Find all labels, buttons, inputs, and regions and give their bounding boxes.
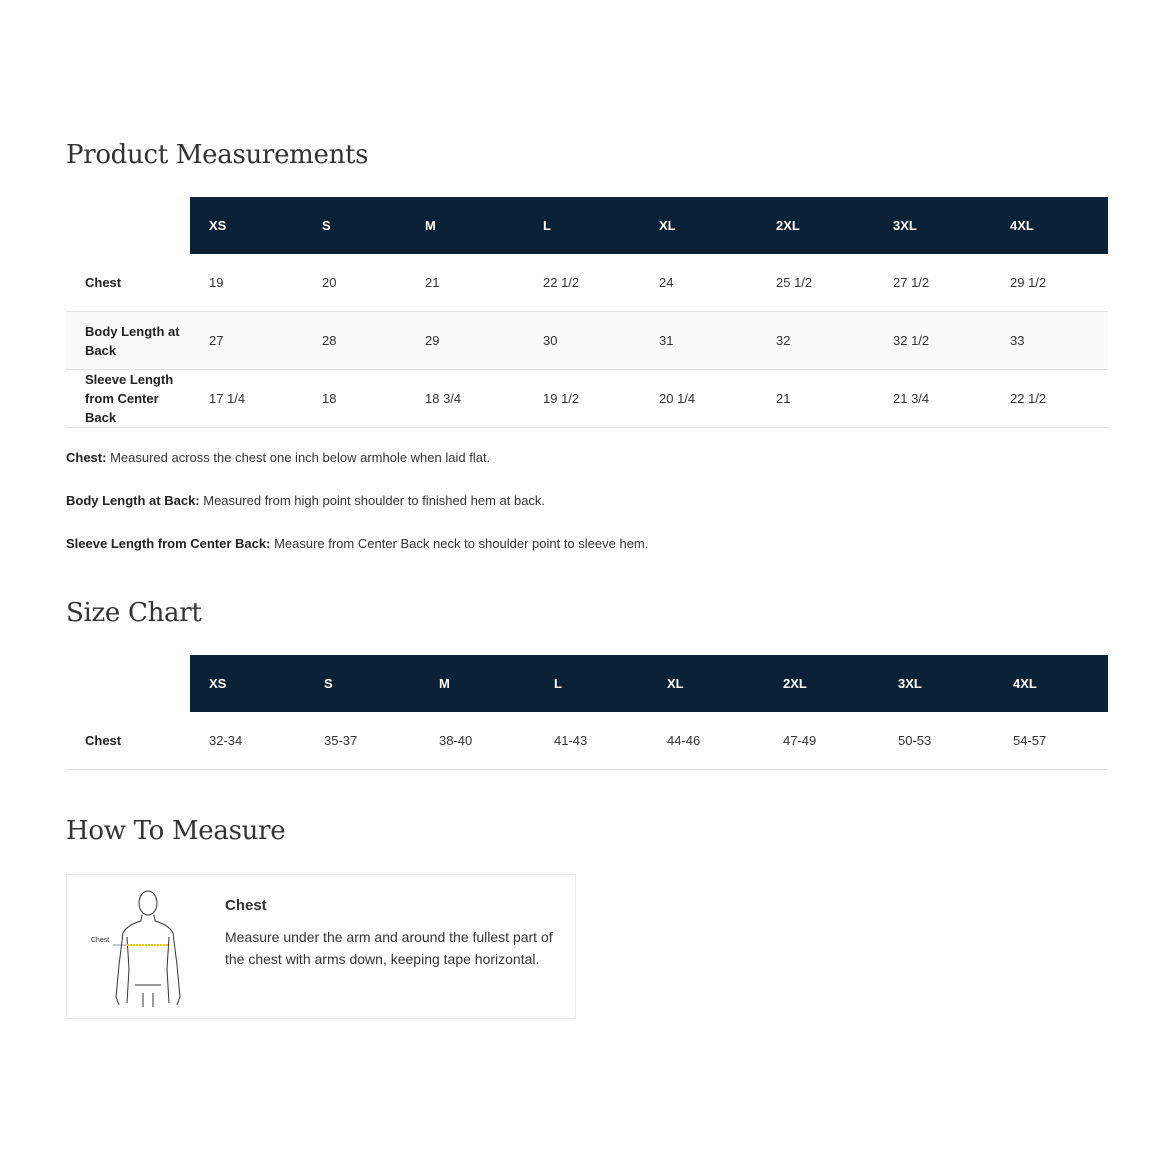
size-header: S [305,655,420,712]
size-header: S [303,197,406,254]
table-cell: 29 [406,312,524,370]
size-header: M [406,197,524,254]
table-row [66,712,1108,770]
table-cell: 32 [757,312,874,370]
table-cell: 33 [991,312,1108,370]
size-header: 3XL [879,655,994,712]
size-header: 2XL [757,197,874,254]
card-description: Measure under the arm and around the fullest part of the chest with arms down, keeping tape horizontal. [225,929,553,967]
size-header-row [66,197,1108,254]
note-term: Body Length at Back: [66,493,200,508]
table-cell: 21 3/4 [874,370,991,428]
size-chart-table [66,655,1108,770]
table-cell: 22 1/2 [991,370,1108,428]
product-measurements-table [66,197,1108,428]
table-row [66,370,1108,428]
size-header: XS [190,197,303,254]
table-cell: 27 1/2 [874,254,991,312]
table-cell: 47-49 [764,712,879,770]
table-cell: 32-34 [190,712,305,770]
table-cell: 54-57 [994,712,1108,770]
measurement-note-chest [66,450,490,465]
table-cell: 19 [190,254,303,312]
size-header: M [420,655,535,712]
note-text: Measured across the chest one inch below armhole when laid flat. [106,450,491,465]
table-cell: 25 1/2 [757,254,874,312]
how-to-measure-title: How To Measure [66,816,286,846]
header-corner [66,655,190,712]
table-cell: 28 [303,312,406,370]
table-cell: 21 [406,254,524,312]
table-cell: 44-46 [648,712,764,770]
table-cell: 50-53 [879,712,994,770]
table-cell: 38-40 [420,712,535,770]
measurement-note-body-length [66,493,545,508]
measure-card-chest [66,874,576,1019]
table-cell: 30 [524,312,640,370]
table-row [66,312,1108,370]
size-header: 2XL [764,655,879,712]
table-cell: 17 1/4 [190,370,303,428]
size-header: L [535,655,648,712]
row-label: Chest [66,254,190,312]
table-cell: 27 [190,312,303,370]
size-header: 4XL [994,655,1108,712]
table-cell: 35-37 [305,712,420,770]
size-header: L [524,197,640,254]
size-header-row [66,655,1108,712]
note-term: Sleeve Length from Center Back: [66,536,271,551]
table-cell: 21 [757,370,874,428]
figure-label: Chest [91,937,110,944]
table-row [66,254,1108,312]
row-label: Sleeve Length from Center Back [66,370,190,428]
note-term: Chest: [66,450,107,465]
body-silhouette-illustration [83,885,203,1010]
table-cell: 18 3/4 [406,370,524,428]
table-cell: 22 1/2 [524,254,640,312]
table-cell: 19 1/2 [524,370,640,428]
table-cell: 29 1/2 [991,254,1108,312]
measurement-note-sleeve-length [66,536,648,551]
table-cell: 20 1/4 [640,370,757,428]
size-chart-title: Size Chart [66,598,202,628]
size-header: 3XL [874,197,991,254]
table-cell: 18 [303,370,406,428]
row-label: Chest [66,712,190,770]
card-title: Chest [225,897,267,914]
table-cell: 32 1/2 [874,312,991,370]
table-cell: 24 [640,254,757,312]
row-label: Body Length at Back [66,312,190,370]
product-measurements-title: Product Measurements [66,140,369,170]
size-header: 4XL [991,197,1108,254]
header-corner [66,197,190,254]
table-cell: 20 [303,254,406,312]
table-cell: 41-43 [535,712,648,770]
size-header: XL [640,197,757,254]
size-header: XS [190,655,305,712]
note-text: Measured from high point shoulder to finished hem at back. [199,493,546,508]
table-cell: 31 [640,312,757,370]
size-header: XL [648,655,764,712]
note-text: Measure from Center Back neck to shoulder point to sleeve hem. [270,536,649,551]
